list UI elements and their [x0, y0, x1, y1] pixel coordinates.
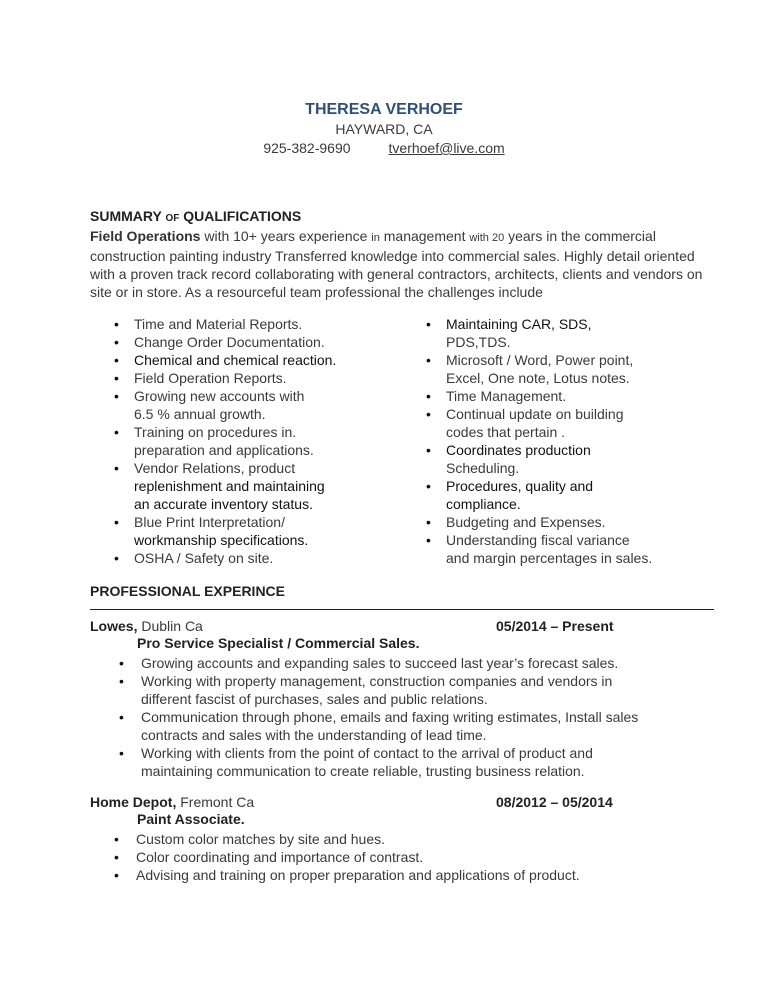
job-duties-list	[110, 830, 710, 884]
list-item: • Communication through phone, emails and faxing writing estimates, Install sales contracts and sales with the understanding of lead time.	[115, 708, 715, 744]
list-item: • Maintaining CAR, SDS, PDS,TDS.	[422, 315, 722, 351]
list-item: • Growing accounts and expanding sales to succeed last year’s forecast sales.	[115, 654, 715, 672]
summary-heading: SUMMARY OF QUALIFICATIONS	[90, 208, 302, 224]
section-divider	[90, 609, 714, 610]
company-location: Fremont Ca	[176, 794, 255, 810]
job-duties-list	[115, 654, 715, 780]
list-item: • Microsoft / Word, Power point, Excel, One note, Lotus notes.	[422, 351, 722, 387]
list-item: • Field Operation Reports.	[110, 369, 410, 387]
job-title: Paint Associate.	[137, 811, 245, 827]
list-item: • Blue Print Interpretation/ workmanship specifications.	[110, 513, 410, 549]
candidate-location: HAYWARD, CA	[335, 121, 433, 137]
list-item: • Color coordinating and importance of contrast.	[110, 848, 710, 866]
list-item: • Time and Material Reports.	[110, 315, 410, 333]
list-item: • Coordinates production Scheduling.	[422, 441, 722, 477]
summary-paragraph: Field Operations with 10+ years experience in management with 20 years in the commercial construction painting industry Transferred knowledge into commercial sales. Highly detail oriented with a proven track record collaborating with general contractors, architects, clients and vendors on site or in store. As a resourceful team professional the challenges include	[90, 228, 703, 300]
summary-lead: Field Operations	[90, 228, 201, 244]
candidate-name: THERESA VERHOEF	[305, 101, 463, 118]
list-item: • Vendor Relations, product replenishment and maintaining an accurate inventory status.	[110, 459, 410, 513]
job-company-line	[90, 618, 203, 634]
list-item: • Continual update on building codes that pertain .	[422, 405, 722, 441]
list-item: • Chemical and chemical reaction.	[110, 351, 410, 369]
job-dates: 08/2012 – 05/2014	[496, 794, 613, 810]
company-location: Dublin Ca	[137, 618, 203, 634]
list-item: • Understanding fiscal variance and margin percentages in sales.	[422, 531, 722, 567]
list-item: • Training on procedures in. preparation and applications.	[110, 423, 410, 459]
phone-number: 925-382-9690	[263, 140, 351, 156]
qualifications-right-list	[422, 315, 722, 567]
list-item: • Growing new accounts with 6.5 % annual growth.	[110, 387, 410, 423]
list-item: • Working with property management, construction companies and vendors in different fascist of purchases, sales and public relations.	[115, 672, 715, 708]
company-name: Home Depot,	[90, 794, 177, 810]
experience-heading: PROFESSIONAL EXPERINCE	[90, 583, 286, 599]
contact-line	[0, 140, 768, 156]
list-item: • Change Order Documentation.	[110, 333, 410, 351]
list-item: • Time Management.	[422, 387, 722, 405]
company-name: Lowes,	[90, 618, 138, 634]
qualifications-left-list	[110, 315, 410, 567]
list-item: • Custom color matches by site and hues.	[110, 830, 710, 848]
job-dates: 05/2014 – Present	[496, 618, 614, 634]
list-item: • Advising and training on proper preparation and applications of product.	[110, 866, 710, 884]
list-item: • Procedures, quality and compliance.	[422, 477, 722, 513]
email-link[interactable]: tverhoef@live.com	[388, 140, 505, 156]
job-title: Pro Service Specialist / Commercial Sales.	[137, 635, 420, 651]
job-company-line	[90, 794, 254, 810]
list-item: • OSHA / Safety on site.	[110, 549, 410, 567]
list-item: • Working with clients from the point of contact to the arrival of product and maintaining communication to create reliable, trusting business relation.	[115, 744, 715, 780]
list-item: • Budgeting and Expenses.	[422, 513, 722, 531]
